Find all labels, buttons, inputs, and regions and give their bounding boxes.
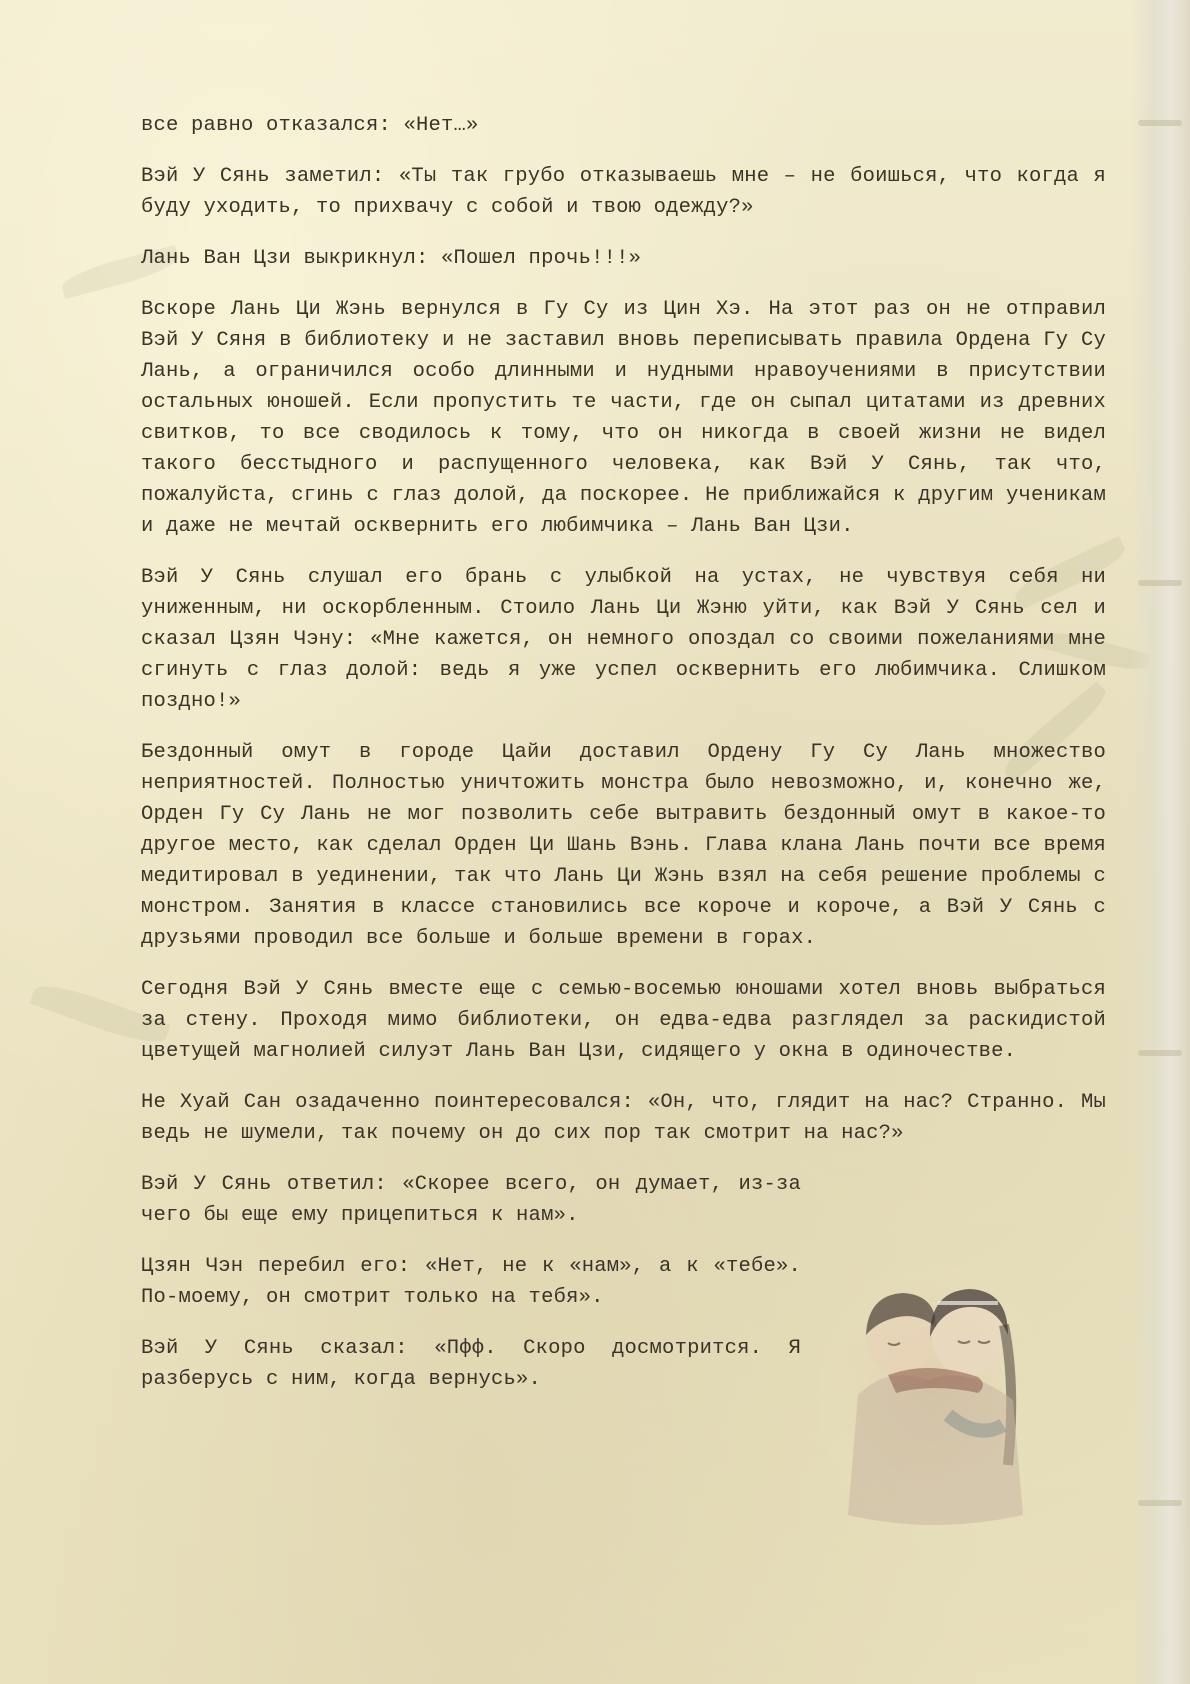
bamboo-node (1138, 580, 1182, 586)
paragraph: Сегодня Вэй У Сянь вместе еще с семью-восемью юношами хотел вновь выбраться за стену. Проходя мимо библиотеки, он едва-едва разглядел за раскидистой цветущей магнолией силуэт Лань Ван Цзи, сидящего у окна в одиночестве. (141, 978, 1106, 1063)
paragraph: Не Хуай Сан озадаченно поинтересовался: «Он, что, глядит на нас? Странно. Мы ведь не шумели, так почему он до сих пор так смотрит на нас?» (141, 1091, 1106, 1145)
bamboo-node (1138, 1500, 1182, 1506)
paragraph: все равно отказался: «Нет…» (141, 114, 479, 137)
bamboo-node (1138, 120, 1182, 126)
paragraph: Бездонный омут в городе Цайи доставил Ордену Гу Су Лань множество неприятностей. Полностью уничтожить монстра было невозможно, и, конечно же, Орден Гу Су Лань не мог позволить себе вытравить бездонный омут в какое-то другое место, как сделал Орден Ци Шань Вэнь. Глава клана Лань почти все время медитировал в уединении, так что Лань Ци Жэнь взял на себя решение проблемы с монстром. Занятия в классе становились все короче и короче, а Вэй У Сянь с друзьями проводил все больше и больше времени в горах. (141, 741, 1106, 950)
paragraph: Вэй У Сянь слушал его брань с улыбкой на устах, не чувствуя себя ни униженным, ни оскорбленным. Стоило Лань Ци Жэню уйти, как Вэй У Сянь сел и сказал Цзян Чэну: «Мне кажется, он немного опоздал со своими пожеланиями мне сгинуть с глаз долой: ведь я уже успел осквернить его любимчика. Слишком поздно!» (141, 566, 1106, 713)
two-figures-hugging-illustration (818, 1265, 1048, 1535)
paragraph: Вскоре Лань Ци Жэнь вернулся в Гу Су из Цин Хэ. На этот раз он не отправил Вэй У Сяня в библиотеку и не заставил вновь переписывать правила Ордена Гу Су Лань, а ограничился особо длинными и нудными нравоучениями в присутствии остальных юношей. Если пропустить те части, где он сыпал цитатами из древних свитков, то все сводилось к тому, что он никогда в своей жизни не видел такого бесстыдного и распущенного человека, как Вэй У Сянь, так что, пожалуйста, сгинь с глаз долой, да поскорее. Не приближайся к другим ученикам и даже не мечтай осквернить его любимчика – Лань Ван Цзи. (141, 298, 1106, 538)
paragraph: Лань Ван Цзи выкрикнул: «Пошел прочь!!!» (141, 247, 642, 270)
paragraph: Цзян Чэн перебил его: «Нет, не к «нам», а к «тебе». По-моему, он смотрит только на тебя». (141, 1255, 801, 1309)
bamboo-node (1138, 1050, 1182, 1056)
paragraph: Вэй У Сянь ответил: «Скорее всего, он думает, из-за чего бы еще ему прицепиться к нам». (141, 1173, 801, 1227)
bamboo-stalk-decoration (1130, 0, 1190, 1684)
paragraph: Вэй У Сянь сказал: «Пфф. Скоро досмотрится. Я разберусь с ним, когда вернусь». (141, 1337, 801, 1391)
paragraph: Вэй У Сянь заметил: «Ты так грубо отказываешь мне – не боишься, что когда я буду уходить, то прихвачу с собой и твою одежду?» (141, 165, 1106, 219)
text-body (141, 110, 1106, 1415)
